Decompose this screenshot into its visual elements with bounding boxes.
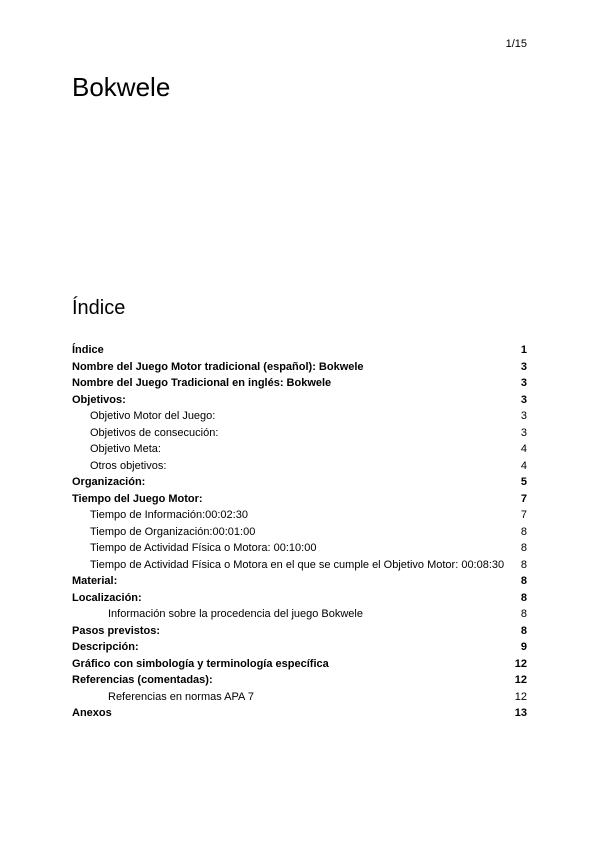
toc-entry-page: 12 [514, 674, 527, 687]
toc-entry-text: Tiempo del Juego Motor: [72, 492, 203, 505]
toc-entry[interactable] [72, 491, 527, 508]
toc-entry-page: 7 [520, 509, 527, 522]
toc-entry-text: Objetivos de consecución: [90, 426, 219, 439]
toc-entry-text: Material: [72, 575, 118, 588]
toc-entry-text: Objetivo Motor del Juego: [90, 410, 216, 423]
toc-entry-text: Tiempo de Actividad Física o Motora: 00:10:00 [90, 542, 317, 555]
toc-entry-text: Objetivos: [72, 393, 126, 406]
toc-entry-page: 4 [520, 459, 527, 472]
toc-entry[interactable] [72, 573, 527, 590]
toc-entry-page: 12 [514, 657, 527, 670]
document-title: Bokwele [72, 72, 171, 102]
toc-entry[interactable] [72, 359, 527, 376]
toc-entry-text: Índice [72, 344, 104, 357]
toc-entry[interactable] [72, 375, 527, 392]
toc-entry-page: 13 [514, 707, 527, 720]
toc-entry-text: Referencias (comentadas): [72, 674, 213, 687]
toc-entry-text: Localización: [72, 591, 142, 604]
table-of-contents [72, 342, 527, 722]
page-number: 1/15 [505, 38, 527, 50]
toc-entry-page: 3 [520, 393, 527, 406]
toc-entry-text: Anexos [72, 707, 112, 720]
toc-entry[interactable] [72, 606, 527, 623]
toc-entry[interactable] [72, 590, 527, 607]
toc-heading: Índice [72, 297, 126, 319]
toc-entry[interactable] [72, 689, 527, 706]
toc-entry-page: 3 [520, 377, 527, 390]
toc-entry-text: Pasos previstos: [72, 624, 161, 637]
toc-entry-page: 3 [520, 360, 527, 373]
toc-entry-text: Otros objetivos: [90, 459, 167, 472]
toc-entry-page: 8 [520, 542, 527, 555]
toc-entry[interactable] [72, 705, 527, 722]
toc-entry-page: 8 [520, 558, 527, 571]
toc-entry-text: Referencias en normas APA 7 [108, 690, 254, 703]
toc-entry-page: 8 [520, 575, 527, 588]
toc-entry-page: 1 [520, 344, 527, 357]
toc-entry-text: Tiempo de Actividad Física o Motora en el que se cumple el Objetivo Motor: 00:08:30 [90, 558, 505, 571]
toc-entry-page: 9 [520, 641, 527, 654]
toc-entry[interactable] [72, 639, 527, 656]
toc-entry-page: 5 [520, 476, 527, 489]
toc-entry-text: Información sobre la procedencia del juego Bokwele [108, 608, 363, 621]
toc-entry-page: 3 [520, 410, 527, 423]
toc-entry[interactable] [72, 474, 527, 491]
toc-entry-page: 8 [520, 624, 527, 637]
toc-entry-page: 7 [520, 492, 527, 505]
toc-entry-page: 8 [520, 608, 527, 621]
toc-entry[interactable] [72, 656, 527, 673]
toc-entry[interactable] [72, 392, 527, 409]
toc-entry[interactable] [72, 623, 527, 640]
toc-entry[interactable] [72, 458, 527, 475]
toc-entry[interactable] [72, 557, 527, 574]
toc-entry-text: Organización: [72, 476, 146, 489]
toc-entry-text: Gráfico con simbología y terminología específica [72, 657, 329, 670]
toc-entry[interactable] [72, 540, 527, 557]
toc-entry-page: 4 [520, 443, 527, 456]
toc-entry-text: Tiempo de Información:00:02:30 [90, 509, 248, 522]
toc-entry[interactable] [72, 408, 527, 425]
toc-entry[interactable] [72, 425, 527, 442]
toc-entry-text: Tiempo de Organización:00:01:00 [90, 525, 256, 538]
toc-entry[interactable] [72, 672, 527, 689]
toc-entry-text: Descripción: [72, 641, 139, 654]
toc-entry[interactable] [72, 524, 527, 541]
toc-entry-text: Nombre del Juego Motor tradicional (español): Bokwele [72, 360, 364, 373]
toc-entry-page: 8 [520, 591, 527, 604]
toc-entry-text: Objetivo Meta: [90, 443, 161, 456]
toc-entry-text: Nombre del Juego Tradicional en inglés: Bokwele [72, 377, 332, 390]
toc-entry[interactable] [72, 342, 527, 359]
toc-entry-page: 8 [520, 525, 527, 538]
toc-entry[interactable] [72, 441, 527, 458]
toc-entry-page: 3 [520, 426, 527, 439]
toc-entry-page: 12 [514, 690, 527, 703]
toc-entry[interactable] [72, 507, 527, 524]
